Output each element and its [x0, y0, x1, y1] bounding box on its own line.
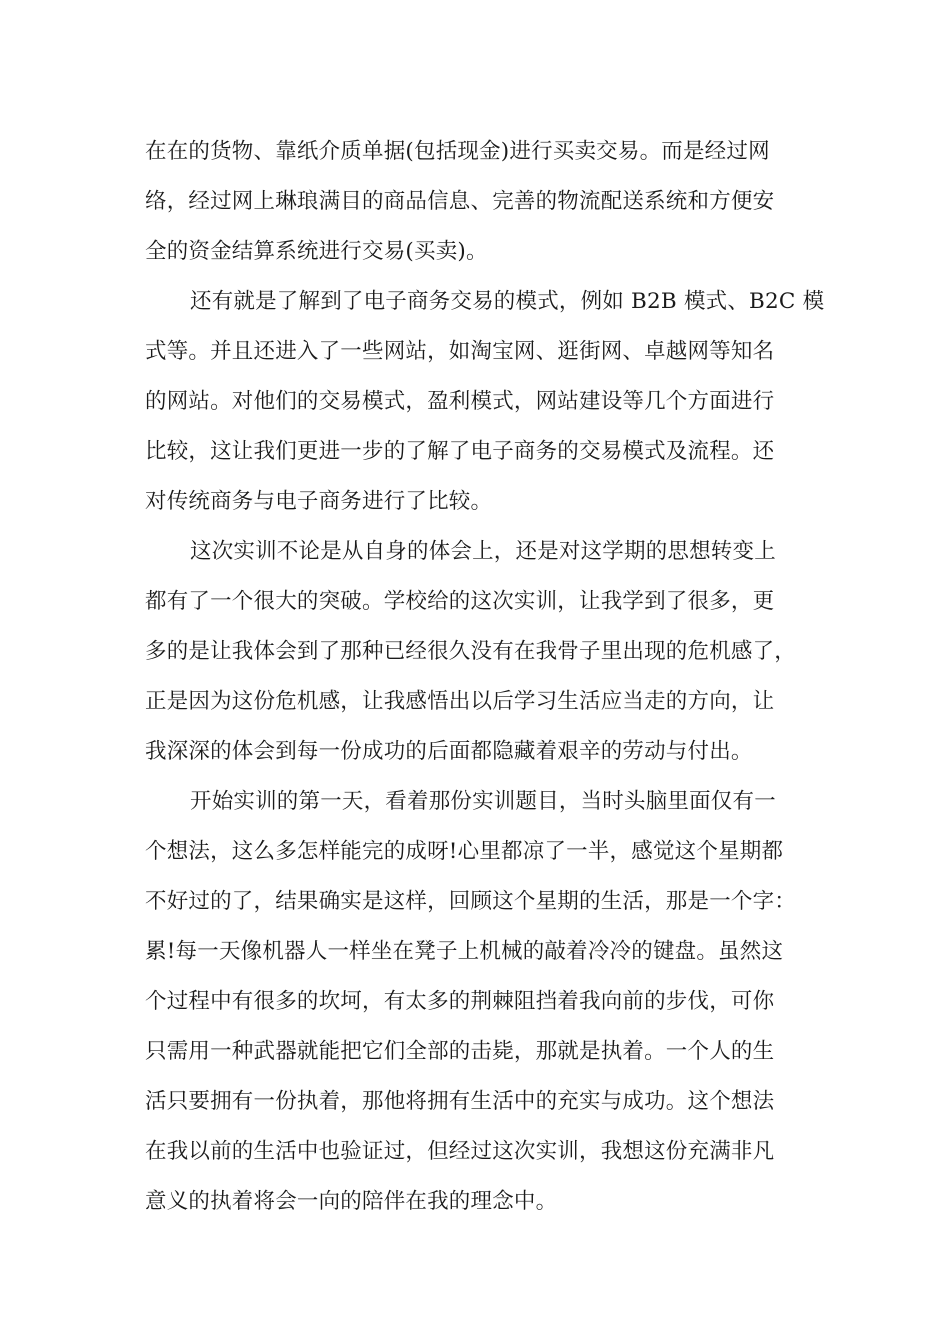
paragraph-3-line-4: 正是因为这份危机感，让我感悟出以后学习生活应当走的方向，让 [145, 689, 775, 714]
paragraph-1-line-3: 全的资金结算系统进行交易(买卖)。 [145, 239, 488, 264]
paragraph-2-line-5: 对传统商务与电子商务进行了比较。 [145, 489, 493, 514]
paragraph-3-line-2: 都有了一个很大的突破。学校给的这次实训，让我学到了很多，更 [145, 589, 775, 614]
paragraph-4-line-3: 不好过的了，结果确实是这样，回顾这个星期的生活，那是一个字： [145, 889, 797, 914]
paragraph-4-line-7: 活只要拥有一份执着，那他将拥有生活中的充实与成功。这个想法 [145, 1089, 775, 1114]
paragraph-2-line-1: 还有就是了解到了电子商务交易的模式，例如 B2B 模式、B2C 模 [190, 289, 825, 314]
paragraph-4-line-5: 个过程中有很多的坎坷，有太多的荆棘阻挡着我向前的步伐，可你 [145, 989, 775, 1014]
paragraph-3-line-5: 我深深的体会到每一份成功的后面都隐藏着艰辛的劳动与付出。 [145, 739, 753, 764]
paragraph-2-line-2: 式等。并且还进入了一些网站，如淘宝网、逛街网、卓越网等知名 [145, 339, 775, 364]
paragraph-3-line-1: 这次实训不论是从自身的体会上，还是对这学期的思想转变上 [190, 539, 776, 564]
paragraph-4-line-6: 只需用一种武器就能把它们全部的击毙，那就是执着。一个人的生 [145, 1039, 775, 1064]
paragraph-2-line-3: 的网站。对他们的交易模式，盈利模式，网站建设等几个方面进行 [145, 389, 775, 414]
paragraph-4-line-4: 累!每一天像机器人一样坐在凳子上机械的敲着冷冷的键盘。虽然这 [145, 939, 784, 964]
paragraph-1-line-1: 在在的货物、靠纸介质单据(包括现金)进行买卖交易。而是经过网 [145, 139, 770, 164]
paragraph-4-line-8: 在我以前的生活中也验证过，但经过这次实训，我想这份充满非凡 [145, 1139, 775, 1164]
paragraph-4-line-1: 开始实训的第一天，看着那份实训题目，当时头脑里面仅有一 [190, 789, 776, 814]
paragraph-1-line-2: 络，经过网上琳琅满目的商品信息、完善的物流配送系统和方便安 [145, 189, 775, 214]
paragraph-4-line-9: 意义的执着将会一向的陪伴在我的理念中。 [145, 1189, 558, 1214]
paragraph-3-line-3: 多的是让我体会到了那种已经很久没有在我骨子里出现的危机感了， [145, 639, 797, 664]
paragraph-4-line-2: 个想法，这么多怎样能完的成呀!心里都凉了一半，感觉这个星期都 [145, 839, 784, 864]
paragraph-2-line-4: 比较，这让我们更进一步的了解了电子商务的交易模式及流程。还 [145, 439, 775, 464]
